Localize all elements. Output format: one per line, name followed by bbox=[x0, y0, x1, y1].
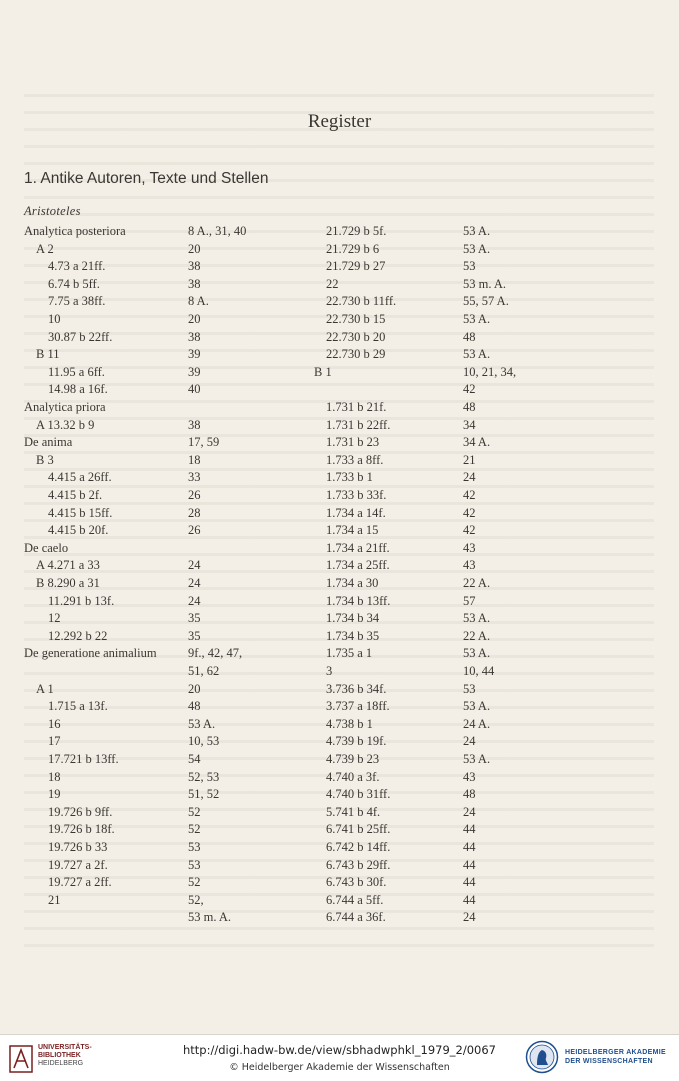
index-entry-label: B 11 bbox=[36, 347, 60, 362]
index-entry-page-ref: 8 A. bbox=[188, 294, 209, 309]
index-entry-label: 22.730 b 15 bbox=[326, 312, 386, 326]
index-entry-label: 6.744 a 36f. bbox=[326, 910, 386, 925]
index-entry-page-ref: 22 A. bbox=[463, 628, 491, 643]
index-entry-page-ref: 52, bbox=[188, 892, 204, 907]
index-entry-page-ref: 53 bbox=[463, 259, 476, 274]
index-entry-label: 10 bbox=[48, 312, 61, 326]
index-entry-label: 19 bbox=[48, 787, 61, 802]
index-entry-label: 6.741 b 25ff. bbox=[326, 822, 391, 837]
index-entry-label: 17 bbox=[48, 734, 61, 749]
index-entry-page-ref: 48 bbox=[463, 787, 476, 802]
index-entry-page-ref: 9f., 42, 47, bbox=[188, 646, 243, 661]
index-entry-label: 1.734 a 21ff. bbox=[326, 540, 390, 555]
index-entry-page-ref: 33 bbox=[188, 470, 201, 485]
index-entry-label: 6.74 b 5ff. bbox=[48, 276, 100, 291]
index-entry-page-ref: 38 bbox=[188, 276, 201, 291]
index-entry-page-ref: 52, 53 bbox=[188, 769, 220, 784]
index-entry-label: 4.739 b 19f. bbox=[326, 734, 387, 749]
index-entry-page-ref: 52 bbox=[188, 875, 201, 890]
index-entry-page-ref: 44 bbox=[463, 840, 476, 854]
copyright-notice: © Heidelberger Akademie der Wissenschaften bbox=[229, 1062, 450, 1073]
index-entry-label: 4.415 b 2f. bbox=[48, 488, 103, 502]
index-entry-label: 19.727 a 2f. bbox=[48, 857, 108, 872]
index-entry-page-ref: 24 bbox=[188, 576, 201, 590]
index-entry-page-ref: 53 bbox=[463, 681, 476, 696]
index-entry-page-ref: 24 bbox=[188, 558, 201, 573]
index-entry-label: Analytica posteriora bbox=[24, 224, 126, 238]
index-entry-label: 18 bbox=[48, 769, 61, 784]
index-entry-label: 21.729 b 27 bbox=[326, 259, 386, 274]
index-entry-label: Analytica priora bbox=[24, 400, 106, 414]
author-heading: Aristoteles bbox=[24, 204, 81, 218]
index-entry-page-ref: 52 bbox=[188, 804, 201, 819]
index-entry-page-ref: 42 bbox=[463, 523, 476, 538]
index-entry-label: 6.743 b 29ff. bbox=[326, 857, 391, 872]
index-entry-label: 6.744 a 5ff. bbox=[326, 892, 384, 907]
index-entry-label: 1.734 b 35 bbox=[326, 628, 380, 643]
index-entry-page-ref: 53 m. A. bbox=[463, 276, 507, 291]
index-entry-label: 22.730 b 20 bbox=[326, 329, 386, 344]
page-title: Register bbox=[307, 111, 372, 132]
index-entry-page-ref: 24 A. bbox=[463, 716, 491, 731]
index-entry-page-ref: 55, 57 A. bbox=[463, 294, 509, 309]
index-entry-label: 1.731 b 23 bbox=[326, 435, 380, 450]
index-entry-page-ref: 10, 44 bbox=[463, 664, 495, 678]
index-entry-label: 4.738 b 1 bbox=[326, 716, 373, 731]
index-entry-label: 3.737 a 18ff. bbox=[326, 699, 390, 714]
index-entry-page-ref: 53 A. bbox=[463, 224, 491, 238]
index-entry-label: 19.726 b 9ff. bbox=[48, 804, 113, 819]
index-entry-label: 21.729 b 6 bbox=[326, 241, 380, 256]
index-entry-label: 4.739 b 23 bbox=[326, 752, 380, 766]
index-entry-page-ref: 48 bbox=[463, 329, 476, 344]
index-entry-label: 1.734 a 15 bbox=[326, 523, 379, 538]
index-entry-page-ref: 53 A. bbox=[463, 312, 491, 326]
index-entry-page-ref: 52 bbox=[188, 822, 201, 837]
library-line-2: BIBLIOTHEK bbox=[38, 1052, 81, 1059]
index-entry-page-ref: 20 bbox=[188, 681, 201, 696]
library-line-3: HEIDELBERG bbox=[38, 1060, 84, 1067]
index-entry-label: 1.733 b 1 bbox=[326, 470, 373, 485]
index-entry-label: 1.734 b 34 bbox=[326, 611, 380, 626]
index-entry-page-ref: 43 bbox=[463, 769, 476, 784]
index-entry-label: 22 bbox=[326, 276, 339, 291]
index-entry-label: 1.734 a 30 bbox=[326, 576, 379, 590]
index-entry-label: 12.292 b 22 bbox=[48, 628, 108, 643]
index-entry-label: A 4.271 a 33 bbox=[36, 558, 100, 573]
index-entry-page-ref: 39 bbox=[188, 364, 201, 379]
index-entry-page-ref: 42 bbox=[463, 505, 476, 520]
index-entry-page-ref: 44 bbox=[463, 822, 476, 837]
library-line-1: UNIVERSITÄTS- bbox=[38, 1044, 92, 1051]
index-entry-label: 5.741 b 4f. bbox=[326, 804, 381, 819]
index-entry-page-ref: 38 bbox=[188, 417, 201, 432]
index-entry-label: 22.730 b 11ff. bbox=[326, 294, 397, 309]
index-entry-label: 22.730 b 29 bbox=[326, 347, 386, 362]
index-entry-label: B 8.290 a 31 bbox=[36, 576, 100, 590]
index-entry-label: 7.75 a 38ff. bbox=[48, 294, 106, 309]
index-entry-page-ref: 42 bbox=[463, 488, 476, 502]
index-entry-page-ref: 57 bbox=[463, 593, 476, 608]
index-entry-label: 14.98 a 16f. bbox=[48, 382, 108, 397]
index-entry-page-ref: 53 A. bbox=[463, 347, 491, 362]
index-entry-page-ref: 24 bbox=[463, 470, 476, 485]
index-entry-label: 19.726 b 33 bbox=[48, 840, 108, 854]
index-entry-page-ref: 53 m. A. bbox=[188, 910, 232, 925]
index-entry-page-ref: 35 bbox=[188, 611, 201, 626]
index-entry-label: 1.734 a 25ff. bbox=[326, 558, 390, 573]
index-entry-label: 6.742 b 14ff. bbox=[326, 840, 391, 854]
index-entry-page-ref: 8 A., 31, 40 bbox=[188, 224, 247, 238]
index-entry-label: 4.415 b 20f. bbox=[48, 523, 109, 538]
index-entry-page-ref: 48 bbox=[463, 400, 476, 414]
index-entry-page-ref: 53 A. bbox=[463, 752, 491, 766]
index-entry-page-ref: 24 bbox=[188, 593, 201, 608]
index-entry-label: 4.73 a 21ff. bbox=[48, 259, 106, 274]
index-entry-page-ref: 53 A. bbox=[188, 716, 216, 731]
page-url-link[interactable]: http://digi.hadw-bw.de/view/sbhadwphkl_1979_2/0067 bbox=[183, 1043, 496, 1057]
index-entry-page-ref: 17, 59 bbox=[188, 435, 220, 450]
index-entry-label: 30.87 b 22ff. bbox=[48, 329, 113, 344]
index-entry-page-ref: 35 bbox=[188, 628, 201, 643]
index-entry-page-ref: 53 bbox=[188, 840, 201, 854]
index-entry-page-ref: 21 bbox=[463, 452, 476, 467]
index-entry-label: 19.726 b 18f. bbox=[48, 822, 115, 837]
academy-line-1: HEIDELBERGER AKADEMIE bbox=[565, 1049, 666, 1056]
index-entry-label: 1.733 a 8ff. bbox=[326, 452, 384, 467]
index-entry-label: 1.731 b 22ff. bbox=[326, 417, 391, 432]
index-entry-page-ref: 26 bbox=[188, 488, 201, 502]
viewer-footer bbox=[0, 1034, 679, 1081]
index-entry-label: 4.740 b 31ff. bbox=[326, 787, 391, 802]
academy-name bbox=[565, 1048, 666, 1066]
index-entry-page-ref: 10, 53 bbox=[188, 734, 220, 749]
section-heading: 1. Antike Autoren, Texte und Stellen bbox=[24, 170, 269, 187]
index-entry-page-ref: 42 bbox=[463, 382, 476, 397]
index-entry-label: 1.731 b 21f. bbox=[326, 400, 387, 414]
index-entry-page-ref: 44 bbox=[463, 892, 476, 907]
index-entry-label: A 2 bbox=[36, 241, 54, 256]
index-entry-label: De caelo bbox=[24, 540, 69, 555]
index-entry-page-ref: 53 A. bbox=[463, 611, 491, 626]
index-entry-label: 1.715 a 13f. bbox=[48, 699, 108, 714]
index-entry-label: 1.733 b 33f. bbox=[326, 488, 387, 502]
index-entry-page-ref: 10, 21, 34, bbox=[463, 364, 517, 379]
index-entry-page-ref: 20 bbox=[188, 241, 201, 256]
index-entry-page-ref: 18 bbox=[188, 452, 201, 467]
index-entry-label: 12 bbox=[48, 611, 61, 626]
index-entry-page-ref: 40 bbox=[188, 382, 201, 397]
index-entry-label: De anima bbox=[24, 435, 73, 450]
index-entry-page-ref: 20 bbox=[188, 312, 201, 326]
index-entry-page-ref: 43 bbox=[463, 558, 476, 573]
index-entry-label: 1.735 a 1 bbox=[326, 646, 373, 661]
index-entry-label: 19.727 a 2ff. bbox=[48, 875, 112, 890]
index-entry-page-ref: 53 A. bbox=[463, 241, 491, 256]
index-entry-page-ref: 44 bbox=[463, 857, 476, 872]
index-entry-label: 21.729 b 5f. bbox=[326, 224, 387, 238]
index-entry-label: B 3 bbox=[36, 452, 54, 467]
academy-seal-icon bbox=[525, 1040, 559, 1074]
index-entry-label: 11.95 a 6ff. bbox=[48, 364, 105, 379]
index-entry-label: 3 bbox=[326, 664, 333, 678]
index-entry-page-ref: 28 bbox=[188, 505, 201, 520]
index-entry-page-ref: 53 A. bbox=[463, 699, 491, 714]
index-entry-label: 16 bbox=[48, 716, 61, 731]
index-entry-label: 17.721 b 13ff. bbox=[48, 752, 119, 766]
index-entry-label: 1.734 a 14f. bbox=[326, 505, 386, 520]
index-entry-page-ref: 24 bbox=[463, 804, 476, 819]
index-entry-label: A 1 bbox=[36, 681, 54, 696]
index-entry-label: De generatione animalium bbox=[24, 646, 157, 661]
index-entry-page-ref: 34 bbox=[463, 417, 476, 432]
index-entry-page-ref: 24 bbox=[463, 734, 476, 749]
index-entry-label: 6.743 b 30f. bbox=[326, 875, 387, 890]
index-entry-page-ref: 43 bbox=[463, 540, 476, 555]
index-entry-page-ref: 54 bbox=[188, 752, 201, 766]
academy-line-2: DER WISSENSCHAFTEN bbox=[565, 1058, 653, 1065]
index-entry-page-ref: 22 A. bbox=[463, 576, 491, 590]
index-entry-label: 4.415 a 26ff. bbox=[48, 470, 112, 485]
index-entry-label: B 1 bbox=[314, 364, 332, 379]
index-entry-label: 4.740 a 3f. bbox=[326, 769, 380, 784]
index-entry-label: 3.736 b 34f. bbox=[326, 681, 387, 696]
index-entry-page-ref: 53 bbox=[188, 857, 201, 872]
index-entry-page-ref: 44 bbox=[463, 875, 476, 890]
index-entry-page-ref: 39 bbox=[188, 347, 201, 362]
index-entry-page-ref: 38 bbox=[188, 329, 201, 344]
index-entry-label: 1.734 b 13ff. bbox=[326, 593, 391, 608]
index-entry-page-ref: 24 bbox=[463, 910, 476, 925]
index-entry-label: 21 bbox=[48, 892, 61, 907]
index-entry-page-ref: 51, 62 bbox=[188, 664, 220, 678]
index-entry-page-ref: 26 bbox=[188, 523, 201, 538]
index-entry-page-ref: 53 A. bbox=[463, 646, 491, 661]
index-entry-label: A 13.32 b 9 bbox=[36, 417, 95, 432]
index-entry-page-ref: 38 bbox=[188, 259, 201, 274]
index-entry-label: 11.291 b 13f. bbox=[48, 593, 115, 608]
index-entry-label: 4.415 b 15ff. bbox=[48, 505, 113, 520]
index-entry-page-ref: 48 bbox=[188, 699, 201, 714]
index-entry-page-ref: 51, 52 bbox=[188, 787, 220, 802]
index-entry-page-ref: 34 A. bbox=[463, 435, 491, 450]
